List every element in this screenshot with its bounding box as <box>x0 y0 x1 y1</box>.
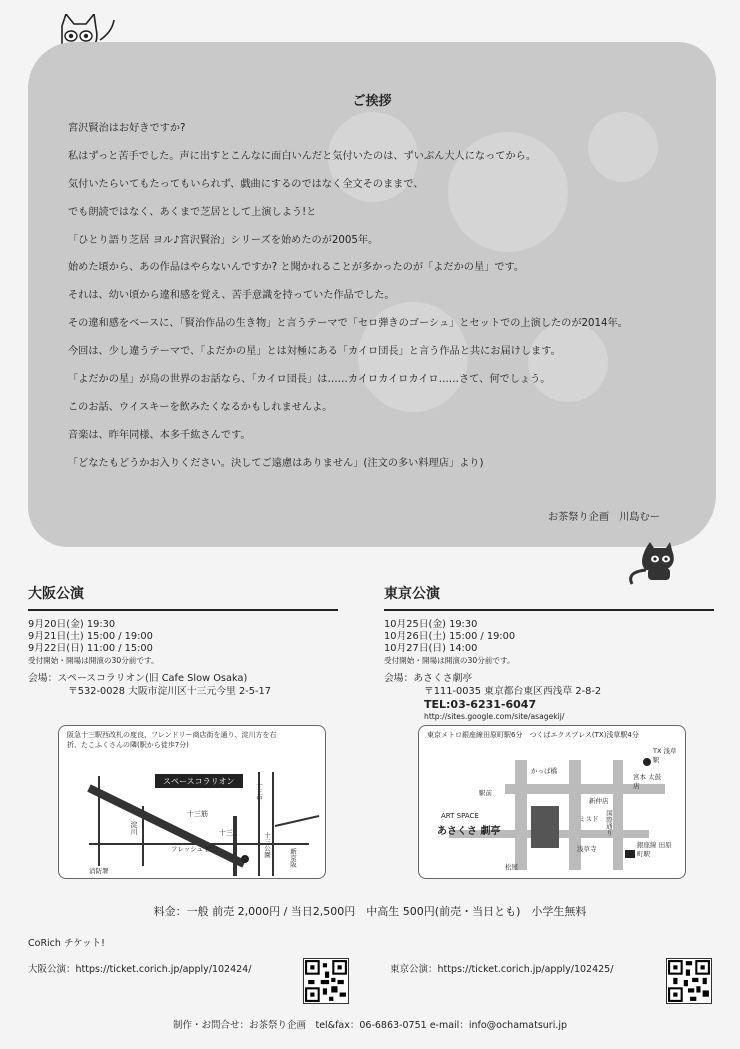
osaka-note: 受付開始・開場は開演の30分前です。 <box>28 656 159 665</box>
osaka-title: 大阪公演 <box>28 586 84 602</box>
map-label: あさくさ 劇亭 <box>437 826 501 837</box>
tokyo-tel: TEL:03-6231-6047 <box>424 698 537 711</box>
greeting-line: 始めた頃から、あの作品はやらないんですか? と聞かれることが多かったのが「よだかの星」です。 <box>68 262 525 274</box>
greeting-title: ご挨拶 <box>352 94 392 109</box>
tokyo-venue: 会場：あさくさ劇亭 <box>384 673 473 684</box>
osaka-schedule <box>28 619 338 655</box>
tokyo-qr-code[interactable] <box>666 958 712 1004</box>
price-info: 料金：一般 前売 2,000円 / 当日2,500円 中高生 500円(前売・当日とも) 小学生無料 <box>153 905 587 918</box>
greeting-line: それは、幼い頃から違和感を覚え、苦手意識を持っていた作品でした。 <box>68 290 395 302</box>
schedule-item: 9月20日(金) 19:30 <box>28 619 116 630</box>
corich-label: CoRich チケット! <box>28 938 105 949</box>
map-label: フレッシュ 西口 <box>171 845 219 853</box>
map-label: 国際通り <box>605 810 613 836</box>
schedule-item: 9月21日(土) 15:00 / 19:00 <box>28 631 153 642</box>
map-label: 銀座線 田原町駅 <box>637 841 672 858</box>
map-label: かっぱ橋 <box>531 767 557 775</box>
map-label: 浅草寺 <box>577 845 597 853</box>
cat-icon <box>622 542 692 586</box>
greeting-line: でも朗読ではなく、あくまで芝居として上演しよう!と <box>68 206 317 218</box>
map-label: ミスド <box>579 815 599 823</box>
tokyo-section <box>384 583 714 722</box>
map-label: 十三中 <box>255 782 263 802</box>
schedule-item: 10月26日(土) 15:00 / 19:00 <box>384 631 516 642</box>
osaka-venue: 会場：スペースコラリオン(旧 Cafe Slow Osaka) <box>28 673 248 684</box>
schedule-item: 9月22日(日) 11:00 / 15:00 <box>28 643 153 654</box>
osaka-address: 〒532-0028 大阪市淀川区十三元今里 2-5-17 <box>68 686 271 697</box>
footer-contact: 制作・お問合せ：お茶祭り企画 tel&fax：06-6863-0751 e-mail：info@ochamatsuri.jp <box>172 1020 568 1031</box>
map-label: 松屋 <box>505 863 518 871</box>
greeting-line: 私はずっと苦手でした。声に出すとこんなに面白いんだと気付いたのは、ずいぶん大人になってから。 <box>68 150 537 162</box>
tokyo-map <box>418 725 686 879</box>
map-label: 駅前 <box>479 789 492 797</box>
tokyo-schedule <box>384 619 714 655</box>
greeting-body <box>68 122 708 485</box>
osaka-qr-code[interactable] <box>303 958 349 1004</box>
map-label: 十三 <box>219 829 233 837</box>
greeting-line: 今回は、少し違うテーマで、「よだかの星」とは対極にある「カイロ団長」と言う作品と共にお届けします。 <box>68 346 561 358</box>
greeting-line: 気付いたらいてもたってもいられず、戯曲にするのではなく全文そのままで、 <box>68 178 424 190</box>
map-label: 新仲店 <box>589 797 609 805</box>
map-label: 淀川 <box>130 821 138 835</box>
map-venue-label: スペースコラリオン <box>163 777 235 786</box>
map-label: ART SPACE <box>441 812 479 820</box>
schedule-item: 10月25日(金) 19:30 <box>384 619 478 630</box>
map-note: 阪急十三駅西改札の度良、フレンドリー商店街を通り、淀川方を右折、たこふくさんの隣(駅から徒歩7分) <box>67 731 277 749</box>
map-label: 宮本 太鼓店 <box>633 773 662 790</box>
greeting-line: 「よだかの星」が鳥の世界のお話なら、「カイロ団長」は……カイロカイロカイロ……さて、何でしょう。 <box>68 374 551 386</box>
osaka-section <box>28 583 338 698</box>
osaka-map <box>58 725 326 879</box>
tokyo-address: 〒111-0035 東京都台東区西浅草 2-8-2 <box>424 686 602 697</box>
tokyo-ticket-link[interactable]: 東京公演：https://ticket.corich.jp/apply/102425/ <box>390 964 614 975</box>
tokyo-note: 受付開始・開場は開演の30分前です。 <box>384 656 515 665</box>
greeting-line: その違和感をベースに、「賢治作品の生き物」と言うテーマで「セロ弾きのゴーシュ」とセットでの上演したのが2014年。 <box>68 318 628 330</box>
tokyo-title: 東京公演 <box>384 586 440 602</box>
greeting-line: 宮沢賢治はお好きですか? <box>68 123 186 134</box>
osaka-ticket-link[interactable]: 大阪公演：https://ticket.corich.jp/apply/102424/ <box>28 964 252 975</box>
greeting-signature: お茶祭り企画 川島むー <box>547 512 660 523</box>
greeting-line: 「どなたもどうかお入りください。決してご遠慮はありません」(注文の多い料理店」より) <box>68 457 484 469</box>
greeting-panel <box>28 42 716 547</box>
map-label: 消防署 <box>89 867 109 875</box>
greeting-line: 音楽は、昨年同様、本多千紘さんです。 <box>68 429 251 441</box>
tokyo-url[interactable]: http://sites.google.com/site/asagekij/ <box>424 712 565 721</box>
greeting-line: このお話、ウイスキーを飲みたくなるかもしれませんよ。 <box>68 401 333 413</box>
map-label: 十三筋 <box>187 810 208 818</box>
map-label: 十三公園 <box>263 832 271 858</box>
map-label: TX 浅草駅 <box>653 747 677 764</box>
map-label: 新京阪 <box>289 848 297 868</box>
greeting-line: 「ひとり語り芝居 ヨル♪宮沢賢治」シリーズを始めたのが2005年。 <box>68 234 379 246</box>
osaka-map-drawing <box>59 726 325 878</box>
map-note: 東京メトロ銀座線田原町駅6分 つくばエクスプレス(TX)浅草駅4分 <box>427 731 639 739</box>
schedule-item: 10月27日(日) 14:00 <box>384 643 478 654</box>
